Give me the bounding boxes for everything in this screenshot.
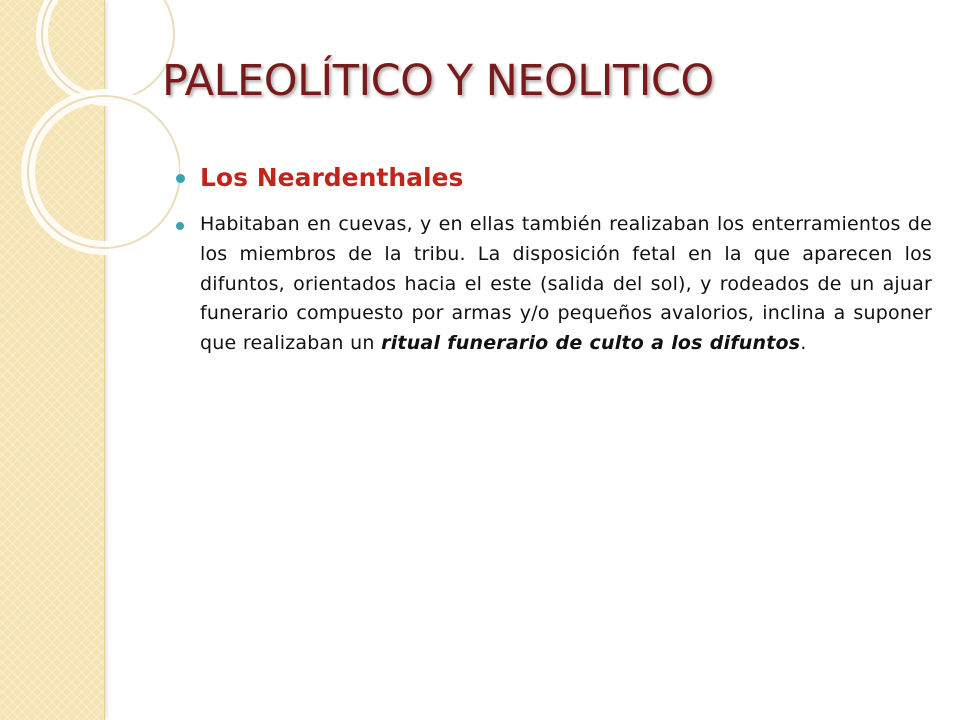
bullet-item-paragraph bbox=[170, 210, 932, 359]
bullet-dot-icon bbox=[176, 174, 185, 183]
paragraph-emphasis: ritual funerario de culto a los difuntos bbox=[381, 332, 801, 355]
paragraph-text bbox=[200, 210, 932, 359]
paragraph-end: . bbox=[800, 332, 807, 355]
decorative-circle-top bbox=[42, 0, 174, 100]
bullet-item-heading bbox=[170, 158, 932, 198]
decorative-circle-bottom-outline bbox=[28, 96, 180, 248]
bullet-dot-icon bbox=[176, 222, 184, 230]
decorative-circles bbox=[0, 0, 180, 300]
slide-title: PALEOLÍTICO Y NEOLITICO bbox=[162, 56, 714, 106]
section-heading: Los Neardenthales bbox=[200, 163, 464, 192]
slide-content bbox=[170, 158, 932, 359]
paragraph-body: Habitaban en cuevas, y en ellas también realizaban los enterramientos de los miembros de la tribu. La disposición fetal en la que aparecen los difuntos, orientados hacia el este (salida del sol), y rodeados de un ajuar funerario compuesto por armas y/o pequeños avalorios, inclina a suponer que realizaban un bbox=[200, 213, 932, 355]
